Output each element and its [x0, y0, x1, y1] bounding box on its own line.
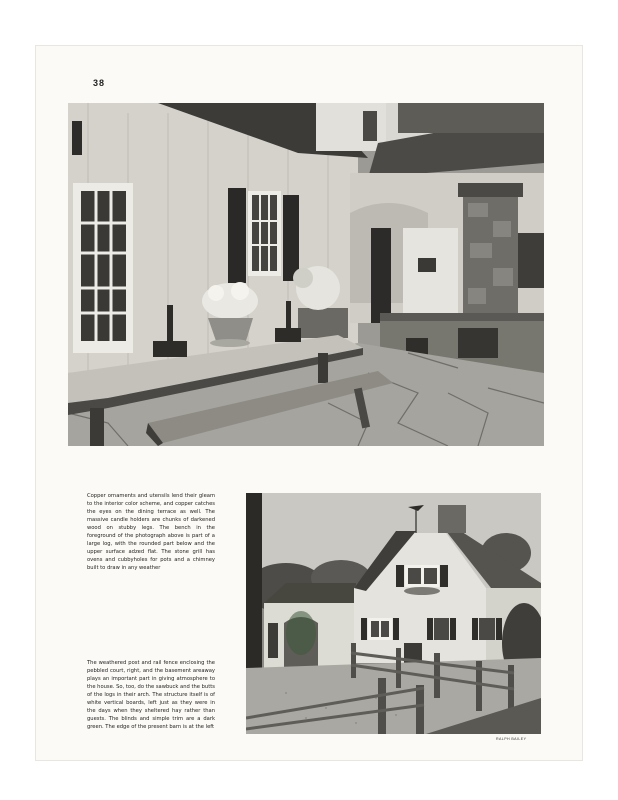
barn-caption: The weathered post and rail fence enclosing the pebbled court, right, and the basement areaway plays an important part in giving atmosphere to the house. So, too, do the sawbuck and the butts of the logs in their arch. The structure itself is of white vertical boards, left just as they were in the days when they sheltered hay rather than guests. The blinds and simple trim are a dark green. The edge of the present barn is at the left: [87, 660, 215, 730]
page-number: 38: [93, 78, 106, 88]
terrace-caption: Copper ornaments and utensils lend their gleam to the interior color scheme, and copper catches the eyes on the dining terrace as well. The massive candle holders are chunks of darkened wood on stubby legs. The bench in the foreground of the photograph above is part of a large log, with the rounded part below and the upper surface adzed flat. The stone grill has ovens and cubbyholes for pots and a chimney built to draw in any weather: [87, 493, 215, 571]
barn-photo: [246, 493, 541, 734]
photo-credit: RALPH BAILEY: [496, 737, 527, 741]
terrace-photo: [68, 103, 544, 446]
